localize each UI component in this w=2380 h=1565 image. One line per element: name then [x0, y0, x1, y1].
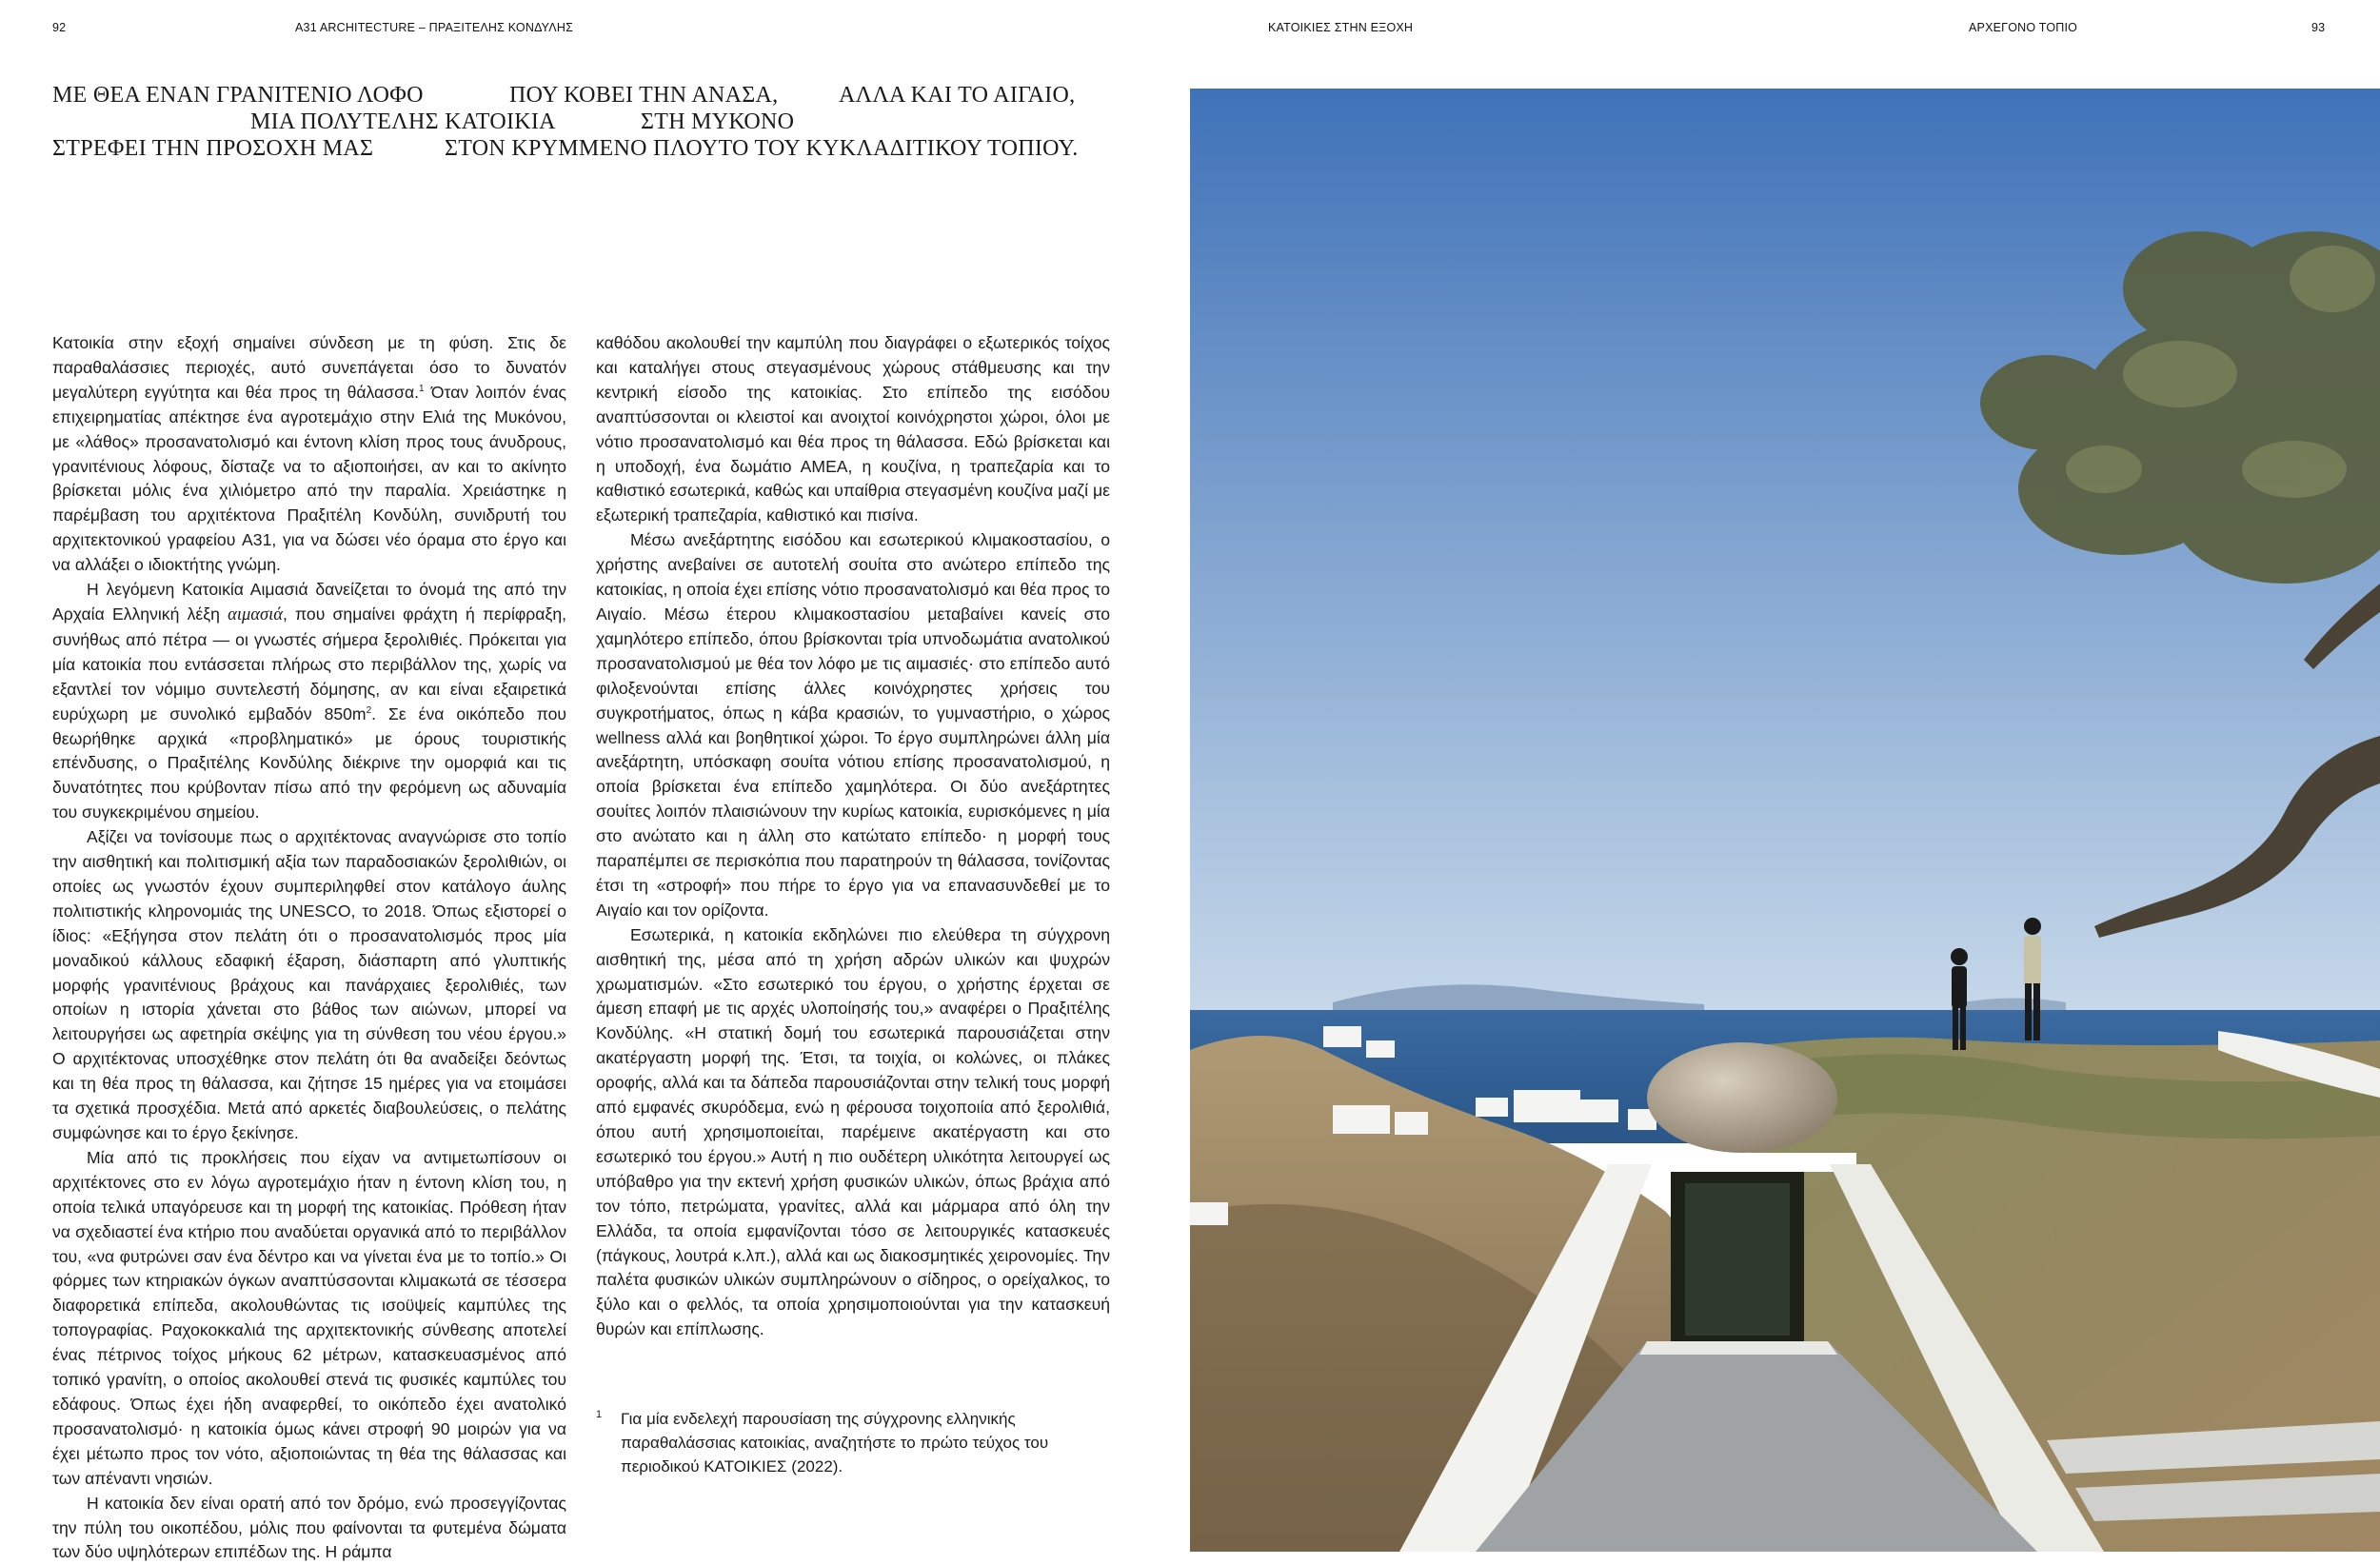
paragraph: Εσωτερικά, η κατοικία εκδηλώνει πιο ελεύθερα τη σύγχρονη αισθητική της, μέσα από τη χρήση αδρών υλικών και ψυχρών χρωματισμών. «Στο εσωτερικό του έργου, ο χρήστης έρχεται σε άμεση επαφή με τις αρχές υλοποίησής του,» αναφέρει ο Πραξιτέλης Κονδύλης. «Η στατική δομή του εσωτερικά παρουσιάζεται στην ακατέργαστη μορφή της. Έτσι, τα τοιχία, οι κολώνες, οι πλάκες οροφής, αλλά και τα δάπεδα παρουσιάζονται στην τελική τους μορφή από εμφανές σκυρόδεμα, ενώ η φέρουσα τοιχοποιία από ξερολιθιά, όπου αυτή χρησιμοποιείται, παρέμεινε ακατέργαστη και στο εσωτερικό του έργου.» Αυτή η πιο ουδέτερη υλικότητα λειτουργεί ως υπόβαθρο για την εκτενή χρήση φυσικών υλικών, όπως βράχια από τον τόπο, πετρώματα, γρανίτες, αλλά και μάρμαρα από όλη την Ελλάδα, τα οποία εμφανίζονται τόσο σε λειτουργικές κατασκευές (πάγκους, λουτρά κ.λπ.), αλλά και ως διακοσμητικές χειρονομίες. Την παλέτα φυσικών υλικών συμπληρώνουν ο σίδηρος, ο ορείχαλκος, το ξύλο και ο φελλός, τα οποία χρησιμοποιούνται για την κατασκευή θυρών και επίπλωσης.: [596, 924, 1110, 1339]
right-section-title: ΚΑΤΟΙΚΙΕΣ ΣΤΗΝ ΕΞΟΧΗ: [1268, 21, 1414, 34]
footnote-mark: 1: [596, 1409, 603, 1420]
paragraph: Κατοικία στην εξοχή σημαίνει σύνδεση με τη φύση. Στις δε παραθαλάσσιες περιοχές, αυτό συνεπάγεται όσο το δυνατόν μεγαλύτερη εγγύτητα και θέα προς τη θάλασσα.$^1$ Όταν λοιπόν ένας επιχειρηματίας απέκτησε ένα αγροτεμάχιο στην Ελιά της Μυκόνου, με «λάθος» προσανατολισμό και έντονη κλίση προς τους άνυδρους, γρανιτένιους λόφους, δίσταζε να το αξιοποιήσει, αν και το ακίνητο βρίσκεται μόλις ένα χιλιόμετρο από την παραλία. Χρειάστηκε η παρέμβαση του αρχιτέκτονα Πραξιτέλη Κονδύλη, συνιδρυτή του αρχιτεκτονικού γραφείου A31, για να δώσει νέο όραμα στο έργο και να αλλάξει ο ιδιοκτήτης γνώμη.: [52, 333, 566, 575]
left-running-head: A31 ARCHITECTURE – ΠΡΑΞΙΤΕΛΗΣ ΚΟΝΔΥΛΗΣ: [295, 21, 573, 34]
white-wall: [1630, 1153, 1856, 1172]
deck-fragment: ΠΟΥ ΚΟΒΕΙ ΤΗΝ ΑΝΑΣΑ,: [509, 83, 779, 108]
deck-fragment: ΣΤΗ ΜΥΚΟΝΟ: [641, 109, 795, 134]
deck-fragment: ΣΤΡΕΦΕΙ ΤΗΝ ΠΡΟΣΟΧΗ ΜΑΣ: [52, 136, 374, 161]
footnote-reference[interactable]: 1: [419, 383, 425, 394]
paragraph: Μία από τις προκλήσεις που είχαν να αντιμετωπίσουν οι αρχιτέκτονες στο εν λόγω αγροτεμάχιο ήταν η έντονη κλίση του, η οποία τελικά υπαγόρευσε και τη μορφή της κατοικίας. Πρόθεση ήταν να σχεδιαστεί ένα κτήριο που αναδύεται οργανικά από το περιβάλλον του, «να φυτρώνει σαν ένα δέντρο και να γίνεται ένα με το τοπίο.» Οι φόρμες των κτηριακών όγκων αναπτύσσονται κλιμακωτά σε τέσσερα διαφορετικά επίπεδα, ακολουθώντας τις ισοϋψείς καμπύλες της τοπογραφίας. Ραχοκοκκαλιά της αρχιτεκτονικής σύνθεσης αποτελεί ένας πέτρινος τοίχος μήκους 62 μέτρων, κατασκευασμένος από τοπικό γρανίτη, ο οποίος ακολουθεί στενά τις φυσικές καμπύλες του εδάφους. Όπως έχει ήδη αναφερθεί, το οικόπεδο έχει ανατολικό προσανατολισμό· η κατοικία όμως κάνει στροφή 90 μοιρών για να έχει μέτωπο προς τον νότο, αξιοποιώντας τη θέα της θάλασσας και των απέναντι νησιών.: [52, 1147, 566, 1488]
paragraph: Μέσω ανεξάρτητης εισόδου και εσωτερικού κλιμακοστασίου, ο χρήστης ανεβαίνει σε αυτοτελή σουίτα στο ανώτερο επίπεδο της κατοικίας, η οποία έχει επίσης νότιο προσανατολισμό και θέα προς το Αιγαίο. Μέσω έτερου κλιμακοστασίου μεταβαίνει κανείς στο χαμηλότερο επίπεδο, όπου βρίσκονται τρία υπνοδωμάτια ανατολικού προσανατολισμού με θέα τον λόφο με τις αιμασιές· στο επίπεδο αυτό φιλοξενούνται επίσης άλλες κοινόχρηστες χρήσεις του συγκροτήματος, όπως η κάβα κρασιών, το γυμναστήριο, ο χώρος wellness αλλά και βοηθητικοί χώροι. Το έργο συμπληρώνει άλλη μία ανεξάρτητη, υπόσκαφη σουίτα νότιου επίσης προσανατολισμού, η οποία βρίσκεται ένα επίπεδο χαμηλότερα. Οι δύο ανεξάρτητες σουίτες λοιπόν πλαισιώνουν την κυρίως κατοικία, ευρισκόμενες η μία στο ανώτατο και η άλλη στο κατώτατο επίπεδο· η μορφή τους παραπέμπει σε περισκόπια που παρατηρούν τη θάλασσα, τονίζοντας έτσι τη «στροφή» που πήρε το έργο για να επανασυνδεθεί με το Αιγαίο και τον ορίζοντα.: [596, 530, 1110, 920]
house-photograph: [1190, 89, 2380, 1552]
right-running-head: ΑΡΧΕΓΟΝΟ ΤΟΠΙΟ: [1969, 21, 2078, 34]
left-page-number: 92: [52, 21, 67, 34]
paragraph: Αξίζει να τονίσουμε πως ο αρχιτέκτονας αναγνώρισε στο τοπίο την αισθητική και πολιτισμική αξία των παραδοσιακών ξερολιθιών, οι οποίες ως γνωστόν έχουν συμπεριληφθεί στον κατάλογο άυλης πολιτιστικής κληρονομιάς της UNESCO, το 2018. Όπως εξιστορεί ο ίδιος: «Εξήγησα στον πελάτη ότι ο προσανατολισμός προς μία μοναδικού κάλλους εδαφική έξαρση, διάσπαρτη από γλυπτικής μορφής γρανιτένιους βράχους και πανάρχαιες ξερολιθιές, των οποίων η ιστορία χάνεται στο βάθος των αιώνων, μπορεί να λειτουργήσει ως αφετηρία σκέψης για τη σύνθεση του νέου έργου.» Ο αρχιτέκτονας υποσχέθηκε στον πελάτη ότι θα αναδείξει δεόντως και τη θέα προς τη θάλασσα, και ζήτησε 15 ημέρες για να ετοιμάσει τα σχετικά προσχέδια. Μετά από αρκετές διαβουλεύσεις, ο πελάτης συμφώνησε και το έργο ξεκίνησε.: [52, 827, 566, 1142]
granite-boulder: [1647, 1042, 1837, 1153]
body-column-2: [596, 331, 1110, 1342]
body-column-1: [52, 331, 566, 1565]
article-deck: [52, 82, 1138, 168]
footnote-text: Για μία ενδελεχή παρουσίαση της σύγχρονης ελληνικής παραθαλάσσιας κατοικίας, αναζητήστε το πρώτο τεύχος του περιοδικού ΚΑΤΟΙΚΙΕΣ (2022).: [621, 1410, 1049, 1476]
deck-fragment: ΜΙΑ ΠΟΛΥΤΕΛΗΣ ΚΑΤΟΙΚΙΑ: [250, 109, 556, 134]
footnote: [596, 1407, 1110, 1478]
italic-term: αιμασιά: [228, 604, 283, 624]
deck-fragment: ΣΤΟΝ ΚΡΥΜΜΕΝΟ ΠΛΟΥΤΟ ΤΟΥ ΚΥΚΛΑΔΙΤΙΚΟΥ ΤΟΠΙΟΥ.: [445, 136, 1079, 161]
deck-fragment: ΜΕ ΘΕΑ ΕΝΑΝ ΓΡΑΝΙΤΕΝΙΟ ΛΟΦΟ: [52, 83, 424, 108]
deck-fragment: ΑΛΛΑ ΚΑΙ ΤΟ ΑΙΓΑΙΟ,: [839, 83, 1076, 108]
paragraph: Η κατοικία δεν είναι ορατή από τον δρόμο, ενώ προσεγγίζοντας την πύλη του οικοπέδου, μόλις που φαίνονται τα φυτεμένα δώματα των δύο υψηλότερων επιπέδων της. Η ράμπα: [52, 1493, 566, 1562]
paragraph: Η λεγόμενη Κατοικία Αιμασιά δανείζεται το όνομά της από την Αρχαία Ελληνική λέξη αιμασιά, που σημαίνει φράχτη ή περίφραξη, συνήθως από πέτρα — οι γνωστές σήμερα ξερολιθιές. Πρόκειται για μία κατοικία που εντάσσεται πλήρως στο περιβάλλον της, χωρίς να εξαντλεί τον νόμιμο συντελεστή δόμησης, αν και είναι εξαιρετικά ευρύχωρη με συνολικό εμβαδόν $850m^2$. Σε ένα οικόπεδο που θεωρήθηκε αρχικά «προβληματικό» με όρους τουριστικής επένδυσης, ο Πραξιτέλης Κονδύλης διέκρινε την ομορφιά και τις δυνατότητες που κρύβονταν πίσω από την φερόμενη ως αδυναμία του συγκεκριμένου σημείου.: [52, 580, 566, 822]
right-page-number: 93: [2311, 21, 2326, 34]
photo-illustration: [1190, 89, 2380, 1552]
paragraph: καθόδου ακολουθεί την καμπύλη που διαγράφει ο εξωτερικός τοίχος και καταλήγει στους στεγασμένους χώρους στάθμευσης και την κεντρική είσοδο της κατοικίας. Στο επίπεδο της εισόδου αναπτύσσονται οι κλειστοί και ανοιχτοί κοινόχρηστοι χώροι, όλοι με νότιο προσανατολισμό και θέα προς τη θάλασσα. Εδώ βρίσκεται και η υποδοχή, ένα δωμάτιο ΑΜΕΑ, η κουζίνα, η τραπεζαρία και το καθιστικό εσωτερικά, καθώς και υπαίθρια στεγασμένη κουζίνα μαζί με εξωτερική τραπεζαρία, καθιστικό και πισίνα.: [596, 333, 1110, 525]
